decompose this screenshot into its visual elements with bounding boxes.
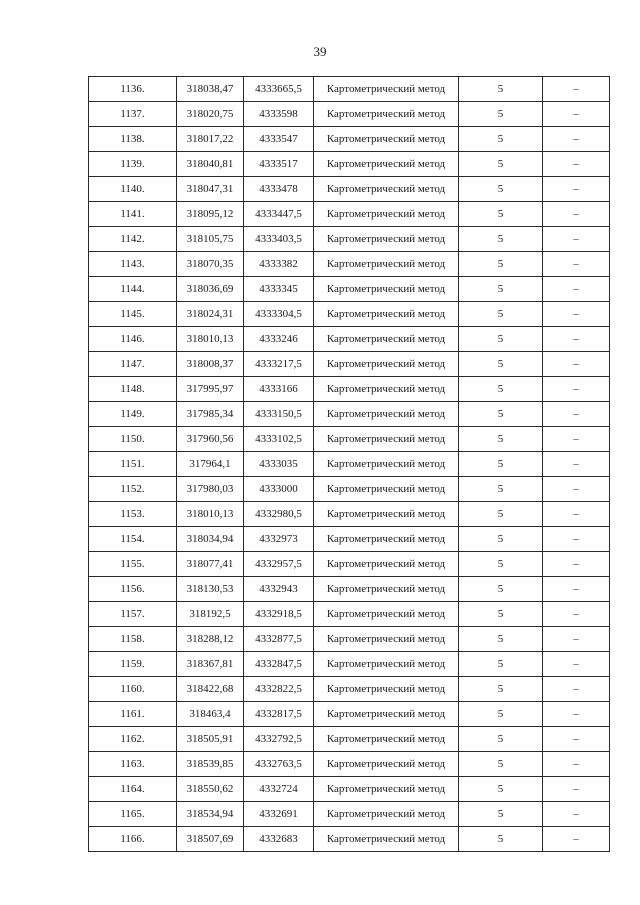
note-cell: – xyxy=(543,177,610,202)
note-cell: – xyxy=(543,327,610,352)
point-number-cell: 1150. xyxy=(89,427,177,452)
y-coordinate-cell: 4333304,5 xyxy=(244,302,314,327)
x-coordinate-cell: 317995,97 xyxy=(177,377,244,402)
y-coordinate-cell: 4332817,5 xyxy=(244,702,314,727)
table-row xyxy=(89,477,610,502)
table-row xyxy=(89,202,610,227)
table-row xyxy=(89,802,610,827)
note-cell: – xyxy=(543,477,610,502)
x-coordinate-cell: 317964,1 xyxy=(177,452,244,477)
point-number-cell: 1147. xyxy=(89,352,177,377)
method-cell: Картометрический метод xyxy=(314,727,459,752)
point-number-cell: 1136. xyxy=(89,77,177,102)
y-coordinate-cell: 4333478 xyxy=(244,177,314,202)
accuracy-cell: 5 xyxy=(459,602,543,627)
note-cell: – xyxy=(543,127,610,152)
x-coordinate-cell: 318010,13 xyxy=(177,327,244,352)
table-row xyxy=(89,302,610,327)
note-cell: – xyxy=(543,152,610,177)
y-coordinate-cell: 4333382 xyxy=(244,252,314,277)
y-coordinate-cell: 4333403,5 xyxy=(244,227,314,252)
table-row xyxy=(89,452,610,477)
note-cell: – xyxy=(543,252,610,277)
note-cell: – xyxy=(543,227,610,252)
note-cell: – xyxy=(543,752,610,777)
method-cell: Картометрический метод xyxy=(314,302,459,327)
table-row xyxy=(89,377,610,402)
note-cell: – xyxy=(543,102,610,127)
method-cell: Картометрический метод xyxy=(314,152,459,177)
note-cell: – xyxy=(543,277,610,302)
accuracy-cell: 5 xyxy=(459,727,543,752)
point-number-cell: 1161. xyxy=(89,702,177,727)
y-coordinate-cell: 4332822,5 xyxy=(244,677,314,702)
accuracy-cell: 5 xyxy=(459,277,543,302)
note-cell: – xyxy=(543,402,610,427)
x-coordinate-cell: 318017,22 xyxy=(177,127,244,152)
x-coordinate-cell: 318036,69 xyxy=(177,277,244,302)
x-coordinate-cell: 318105,75 xyxy=(177,227,244,252)
y-coordinate-cell: 4332724 xyxy=(244,777,314,802)
method-cell: Картометрический метод xyxy=(314,652,459,677)
method-cell: Картометрический метод xyxy=(314,802,459,827)
point-number-cell: 1158. xyxy=(89,627,177,652)
y-coordinate-cell: 4332918,5 xyxy=(244,602,314,627)
y-coordinate-cell: 4333547 xyxy=(244,127,314,152)
note-cell: – xyxy=(543,727,610,752)
accuracy-cell: 5 xyxy=(459,377,543,402)
note-cell: – xyxy=(543,352,610,377)
note-cell: – xyxy=(543,627,610,652)
point-number-cell: 1160. xyxy=(89,677,177,702)
point-number-cell: 1153. xyxy=(89,502,177,527)
accuracy-cell: 5 xyxy=(459,502,543,527)
x-coordinate-cell: 318095,12 xyxy=(177,202,244,227)
y-coordinate-cell: 4333035 xyxy=(244,452,314,477)
note-cell: – xyxy=(543,302,610,327)
y-coordinate-cell: 4333000 xyxy=(244,477,314,502)
y-coordinate-cell: 4333166 xyxy=(244,377,314,402)
point-number-cell: 1141. xyxy=(89,202,177,227)
method-cell: Картометрический метод xyxy=(314,452,459,477)
accuracy-cell: 5 xyxy=(459,77,543,102)
x-coordinate-cell: 318070,35 xyxy=(177,252,244,277)
y-coordinate-cell: 4332792,5 xyxy=(244,727,314,752)
y-coordinate-cell: 4332763,5 xyxy=(244,752,314,777)
point-number-cell: 1159. xyxy=(89,652,177,677)
x-coordinate-cell: 318024,31 xyxy=(177,302,244,327)
note-cell: – xyxy=(543,702,610,727)
accuracy-cell: 5 xyxy=(459,827,543,852)
table-row xyxy=(89,402,610,427)
table-row xyxy=(89,752,610,777)
x-coordinate-cell: 318288,12 xyxy=(177,627,244,652)
point-number-cell: 1164. xyxy=(89,777,177,802)
note-cell: – xyxy=(543,427,610,452)
point-number-cell: 1165. xyxy=(89,802,177,827)
y-coordinate-cell: 4333246 xyxy=(244,327,314,352)
method-cell: Картометрический метод xyxy=(314,277,459,302)
y-coordinate-cell: 4332691 xyxy=(244,802,314,827)
accuracy-cell: 5 xyxy=(459,152,543,177)
y-coordinate-cell: 4332877,5 xyxy=(244,627,314,652)
table-row xyxy=(89,627,610,652)
y-coordinate-cell: 4333447,5 xyxy=(244,202,314,227)
note-cell: – xyxy=(543,552,610,577)
accuracy-cell: 5 xyxy=(459,202,543,227)
table-row xyxy=(89,177,610,202)
table-row xyxy=(89,102,610,127)
point-number-cell: 1151. xyxy=(89,452,177,477)
y-coordinate-cell: 4333345 xyxy=(244,277,314,302)
accuracy-cell: 5 xyxy=(459,302,543,327)
point-number-cell: 1163. xyxy=(89,752,177,777)
point-number-cell: 1139. xyxy=(89,152,177,177)
method-cell: Картометрический метод xyxy=(314,602,459,627)
method-cell: Картометрический метод xyxy=(314,202,459,227)
method-cell: Картометрический метод xyxy=(314,777,459,802)
accuracy-cell: 5 xyxy=(459,402,543,427)
y-coordinate-cell: 4333150,5 xyxy=(244,402,314,427)
y-coordinate-cell: 4332957,5 xyxy=(244,552,314,577)
x-coordinate-cell: 318010,13 xyxy=(177,502,244,527)
accuracy-cell: 5 xyxy=(459,327,543,352)
point-number-cell: 1155. xyxy=(89,552,177,577)
y-coordinate-cell: 4332973 xyxy=(244,527,314,552)
point-number-cell: 1148. xyxy=(89,377,177,402)
table-row xyxy=(89,702,610,727)
note-cell: – xyxy=(543,677,610,702)
accuracy-cell: 5 xyxy=(459,702,543,727)
table-row xyxy=(89,327,610,352)
x-coordinate-cell: 318534,94 xyxy=(177,802,244,827)
point-number-cell: 1156. xyxy=(89,577,177,602)
method-cell: Картометрический метод xyxy=(314,577,459,602)
method-cell: Картометрический метод xyxy=(314,627,459,652)
point-number-cell: 1149. xyxy=(89,402,177,427)
x-coordinate-cell: 318550,62 xyxy=(177,777,244,802)
table-row xyxy=(89,152,610,177)
accuracy-cell: 5 xyxy=(459,427,543,452)
accuracy-cell: 5 xyxy=(459,577,543,602)
x-coordinate-cell: 318463,4 xyxy=(177,702,244,727)
table-row xyxy=(89,427,610,452)
point-number-cell: 1157. xyxy=(89,602,177,627)
accuracy-cell: 5 xyxy=(459,527,543,552)
method-cell: Картометрический метод xyxy=(314,77,459,102)
point-number-cell: 1138. xyxy=(89,127,177,152)
x-coordinate-cell: 318020,75 xyxy=(177,102,244,127)
table-row xyxy=(89,502,610,527)
method-cell: Картометрический метод xyxy=(314,702,459,727)
table-row xyxy=(89,827,610,852)
accuracy-cell: 5 xyxy=(459,677,543,702)
method-cell: Картометрический метод xyxy=(314,252,459,277)
note-cell: – xyxy=(543,377,610,402)
method-cell: Картометрический метод xyxy=(314,102,459,127)
x-coordinate-cell: 318192,5 xyxy=(177,602,244,627)
table-row xyxy=(89,352,610,377)
method-cell: Картометрический метод xyxy=(314,827,459,852)
y-coordinate-cell: 4332847,5 xyxy=(244,652,314,677)
y-coordinate-cell: 4333217,5 xyxy=(244,352,314,377)
note-cell: – xyxy=(543,527,610,552)
note-cell: – xyxy=(543,777,610,802)
x-coordinate-cell: 318008,37 xyxy=(177,352,244,377)
page-number: 39 xyxy=(313,44,327,59)
point-number-cell: 1154. xyxy=(89,527,177,552)
accuracy-cell: 5 xyxy=(459,227,543,252)
note-cell: – xyxy=(543,77,610,102)
table-row xyxy=(89,577,610,602)
table-row xyxy=(89,527,610,552)
x-coordinate-cell: 317960,56 xyxy=(177,427,244,452)
x-coordinate-cell: 318507,69 xyxy=(177,827,244,852)
accuracy-cell: 5 xyxy=(459,777,543,802)
x-coordinate-cell: 318539,85 xyxy=(177,752,244,777)
table-row xyxy=(89,777,610,802)
accuracy-cell: 5 xyxy=(459,552,543,577)
note-cell: – xyxy=(543,652,610,677)
y-coordinate-cell: 4333598 xyxy=(244,102,314,127)
point-number-cell: 1145. xyxy=(89,302,177,327)
x-coordinate-cell: 318038,47 xyxy=(177,77,244,102)
note-cell: – xyxy=(543,202,610,227)
coordinates-table-body xyxy=(89,77,610,852)
point-number-cell: 1162. xyxy=(89,727,177,752)
method-cell: Картометрический метод xyxy=(314,377,459,402)
point-number-cell: 1137. xyxy=(89,102,177,127)
y-coordinate-cell: 4332943 xyxy=(244,577,314,602)
method-cell: Картометрический метод xyxy=(314,227,459,252)
note-cell: – xyxy=(543,452,610,477)
method-cell: Картометрический метод xyxy=(314,327,459,352)
method-cell: Картометрический метод xyxy=(314,677,459,702)
table-row xyxy=(89,727,610,752)
x-coordinate-cell: 317980,03 xyxy=(177,477,244,502)
x-coordinate-cell: 318367,81 xyxy=(177,652,244,677)
note-cell: – xyxy=(543,602,610,627)
y-coordinate-cell: 4333517 xyxy=(244,152,314,177)
point-number-cell: 1152. xyxy=(89,477,177,502)
table-row xyxy=(89,77,610,102)
y-coordinate-cell: 4333665,5 xyxy=(244,77,314,102)
x-coordinate-cell: 318040,81 xyxy=(177,152,244,177)
table-row xyxy=(89,277,610,302)
x-coordinate-cell: 318422,68 xyxy=(177,677,244,702)
table-row xyxy=(89,652,610,677)
method-cell: Картометрический метод xyxy=(314,427,459,452)
point-number-cell: 1143. xyxy=(89,252,177,277)
accuracy-cell: 5 xyxy=(459,802,543,827)
point-number-cell: 1166. xyxy=(89,827,177,852)
x-coordinate-cell: 318505,91 xyxy=(177,727,244,752)
method-cell: Картометрический метод xyxy=(314,552,459,577)
accuracy-cell: 5 xyxy=(459,102,543,127)
accuracy-cell: 5 xyxy=(459,352,543,377)
method-cell: Картометрический метод xyxy=(314,527,459,552)
x-coordinate-cell: 318130,53 xyxy=(177,577,244,602)
accuracy-cell: 5 xyxy=(459,252,543,277)
point-number-cell: 1146. xyxy=(89,327,177,352)
accuracy-cell: 5 xyxy=(459,177,543,202)
x-coordinate-cell: 318077,41 xyxy=(177,552,244,577)
x-coordinate-cell: 318034,94 xyxy=(177,527,244,552)
point-number-cell: 1142. xyxy=(89,227,177,252)
x-coordinate-cell: 317985,34 xyxy=(177,402,244,427)
method-cell: Картометрический метод xyxy=(314,502,459,527)
accuracy-cell: 5 xyxy=(459,452,543,477)
y-coordinate-cell: 4332980,5 xyxy=(244,502,314,527)
coordinates-table xyxy=(88,76,610,852)
method-cell: Картометрический метод xyxy=(314,477,459,502)
accuracy-cell: 5 xyxy=(459,477,543,502)
point-number-cell: 1144. xyxy=(89,277,177,302)
note-cell: – xyxy=(543,827,610,852)
method-cell: Картометрический метод xyxy=(314,752,459,777)
table-row xyxy=(89,602,610,627)
method-cell: Картометрический метод xyxy=(314,352,459,377)
table-row xyxy=(89,552,610,577)
note-cell: – xyxy=(543,802,610,827)
y-coordinate-cell: 4333102,5 xyxy=(244,427,314,452)
accuracy-cell: 5 xyxy=(459,752,543,777)
method-cell: Картометрический метод xyxy=(314,127,459,152)
method-cell: Картометрический метод xyxy=(314,177,459,202)
accuracy-cell: 5 xyxy=(459,652,543,677)
point-number-cell: 1140. xyxy=(89,177,177,202)
table-row xyxy=(89,127,610,152)
note-cell: – xyxy=(543,577,610,602)
x-coordinate-cell: 318047,31 xyxy=(177,177,244,202)
accuracy-cell: 5 xyxy=(459,627,543,652)
table-row xyxy=(89,227,610,252)
note-cell: – xyxy=(543,502,610,527)
y-coordinate-cell: 4332683 xyxy=(244,827,314,852)
method-cell: Картометрический метод xyxy=(314,402,459,427)
table-row xyxy=(89,677,610,702)
table-row xyxy=(89,252,610,277)
accuracy-cell: 5 xyxy=(459,127,543,152)
